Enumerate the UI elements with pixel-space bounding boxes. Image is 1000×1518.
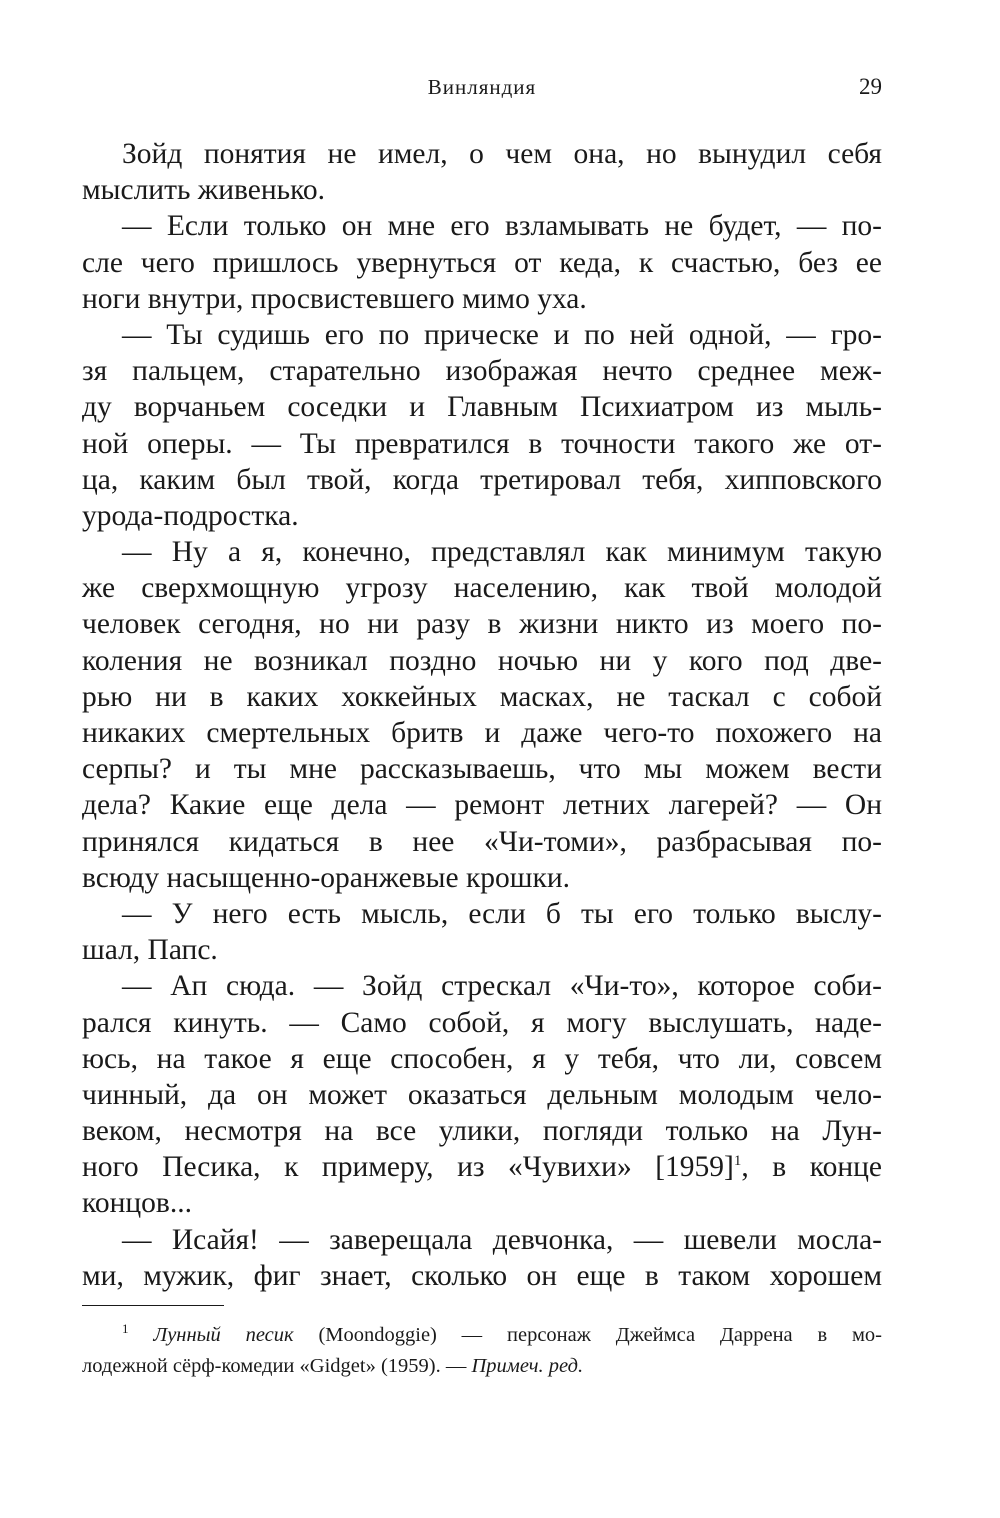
text-line: — Если только он мне его взламывать не будет, — по- <box>122 210 882 243</box>
text-line: чинный, да он может оказаться дельным молодым чело- <box>82 1078 882 1111</box>
text-segment: ного Песика, к примеру, из «Чувихи» [1959] <box>82 1151 734 1184</box>
text-line: — Ну а я, конечно, представлял как минимум такую <box>122 536 882 569</box>
footnote-marker: 1 <box>122 1321 129 1337</box>
text-line: — Исайя! — заверещала девчонка, — шевели мосла- <box>122 1223 882 1256</box>
text-line: — Ты судишь его по прическе и по ней одной, — гро- <box>122 318 882 351</box>
text-line: рался кинуть. — Само собой, я могу выслушать, наде- <box>82 1006 882 1039</box>
text-line: — У него есть мысль, если б ты его только выслу- <box>122 897 882 930</box>
text-line: серпы? и ты мне рассказываешь, что мы можем вести <box>82 753 882 786</box>
page-number: 29 <box>859 74 882 99</box>
running-head <box>82 72 882 102</box>
text-line: веком, несмотря на все улики, погляди только на Лун- <box>82 1115 882 1148</box>
footnote-reference[interactable]: 1 <box>733 1153 742 1170</box>
text-line: никаких смертельных бритв и даже чего-то похожего на <box>82 717 882 749</box>
editor-note: Примеч. ред. <box>471 1355 584 1377</box>
text-line: человек сегодня, но ни разу в жизни никто из моего по- <box>82 608 882 641</box>
text-line: принялся кидаться в нее «Чи-томи», разбрасывая по- <box>82 825 882 858</box>
text-line: концов... <box>82 1187 192 1220</box>
text-line: ду ворчаньем соседки и Главным Психиатром из мыль- <box>82 391 882 424</box>
footnote-line <box>82 1320 882 1351</box>
text-line: ми, мужик, фиг знает, сколько он еще в таком хорошем <box>82 1259 882 1292</box>
footnote-text: (Moondoggie) — персонаж Джеймса Даррена в мо- <box>293 1324 882 1346</box>
text-line: юсь, на такое я еще способен, я у тебя, что ли, совсем <box>82 1042 882 1075</box>
text-line: урода-подростка. <box>82 499 299 532</box>
text-line: шал, Папс. <box>82 934 218 967</box>
footnote-divider <box>82 1305 224 1306</box>
footnote-line <box>82 1351 882 1382</box>
text-line: дела? Какие еще дела — ремонт летних лагерей? — Он <box>82 789 882 822</box>
text-line: ца, каким был твой, когда третировал тебя, хипповского <box>82 463 882 496</box>
running-title: Винляндия <box>427 75 537 99</box>
text-line: коления не возникал поздно ночью ни у кого под две- <box>82 644 882 677</box>
text-line: всюду насыщенно-оранжевые крошки. <box>82 861 571 894</box>
text-line: ноги внутри, просвистевшего мимо уха. <box>82 282 587 315</box>
text-segment: , в конце <box>741 1151 882 1184</box>
text-line-with-footnote <box>82 1149 882 1185</box>
text-line: же сверхмощную угрозу населению, как твой молодой <box>82 572 882 605</box>
text-line: сле чего пришлось увернуться от кеда, к счастью, без ее <box>82 246 882 279</box>
text-line: зя пальцем, старательно изображая нечто среднее меж- <box>82 355 882 388</box>
footnote-text: лодежной сёрф-комедии «Gidget» (1959). — <box>82 1355 472 1377</box>
text-line: ной оперы. — Ты превратился в точности такого же от- <box>82 427 882 460</box>
text-line: мыслить живенько. <box>82 174 326 207</box>
text-line: рью ни в каких хоккейных масках, не таскал с собой <box>82 680 882 713</box>
footnote-term: Лунный песик <box>153 1324 294 1346</box>
body-text <box>82 136 882 1294</box>
text-line: Зойд понятия не имел, о чем она, но вынудил себя <box>122 138 882 170</box>
footnotes <box>82 1320 882 1382</box>
text-line: — Ап сюда. — Зойд стрескал «Чи-то», которое соби- <box>122 970 882 1003</box>
